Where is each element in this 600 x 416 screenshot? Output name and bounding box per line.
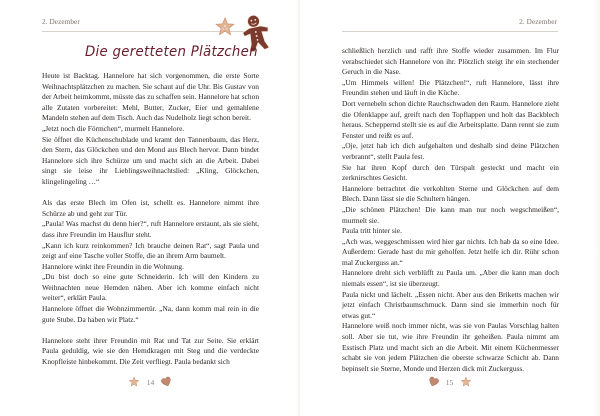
paragraph: „Paula! Was machst du denn hier?“, ruft Hannelore erstaunt, als sie sieht, dass ihre Freundin im Hausflur steht. — [42, 219, 259, 239]
paragraph: Hannelore winkt ihre Freundin in die Wohnung. — [42, 261, 184, 271]
paragraph: „Ach was, weggeschmissen wird hier gar nichts. Ich hab da so eine Idee. Außerdem: Gerade hast du mir geholfen. Jetzt helfe ich dir. Rühr schon mal Zuckerguss an.“ — [342, 236, 559, 267]
star-cookie-icon — [214, 16, 236, 38]
body-text — [42, 71, 259, 368]
paragraph: „Jetzt noch die Förmchen“, murmelt Hannelore. — [42, 123, 185, 133]
heart-cookie-icon — [428, 376, 439, 388]
paragraph: Hannelore öffnet die Wohnzimmertür. „Na, dann komm mal rein in die gute Stube. Da haben wir Platz.“ — [42, 304, 259, 324]
page-number: 14 — [146, 377, 155, 387]
running-head: 2. Dezember — [42, 18, 80, 26]
paragraph: Sie öffnet die Küchenschublade und kramt den Tannenbaum, das Herz, den Stern, das Glöckchen und den Mond aus Blech hervor. Dann bindet Hannelore sich ihre Schürze um und macht sich an die Arbeit. Dabei singt sie leise ihr Lieblingsweihnachtslied: „Kling, Glöckchen, klingelingeling …“ — [42, 134, 259, 186]
paragraph: „Um Himmels willen! Die Plätzchen!“, ruft Hannelore, lässt ihre Freundin stehen und läuft in die Küche. — [342, 77, 559, 98]
heart-cookie-icon — [161, 376, 172, 388]
paragraph: Paula tritt hinter sie. — [342, 226, 402, 236]
page-footer — [420, 376, 480, 388]
page-footer — [120, 376, 180, 388]
header-rule — [342, 31, 558, 32]
paragraph: Dort vernebeln schon dichte Rauchschwaden den Raum. Hannelore zieht die Ofenklappe auf, greift nach den Topflappen und holt das Backblech heraus. Scheppernd stellt sie es auf die Arbeitsplatte. Dann rennt sie zum Fenster und reißt es auf. — [342, 98, 559, 140]
star-cookie-icon — [460, 376, 472, 388]
chapter-title: Die geretteten Plätzchen — [85, 44, 258, 60]
paragraph: „Du bist doch so eine gute Schneiderin. Ich will den Kindern zu Weihnachten neue Hemden nähen. Aber ich komme einfach nicht weiter“, erklärt Paula. — [42, 272, 259, 303]
paragraph: Hannelore betrachtet die verkohlten Sterne und Glöckchen auf dem Blech. Dann lässt sie die Schultern hängen. — [342, 183, 559, 204]
right-page — [300, 0, 600, 416]
paragraph: Paula nickt und lächelt. „Essen nicht. Aber aus den Briketts machen wir jetzt einfach Christbaumschmuck. Dann sind sie immerhin noch für etwas gut.“ — [342, 289, 559, 320]
paragraph: „Die schönen Plätzchen! Die kann man nur noch wegschmeißen“, murmelt sie. — [342, 204, 559, 225]
paragraph: „Kann ich kurz reinkommen? Ich brauche deinen Rat“, sagt Paula und zeigt auf eine Tasche voller Stoffe, die an ihrem Arm baumelt. — [42, 240, 259, 261]
star-cookie-icon — [128, 376, 140, 388]
paragraph: schließlich herzlich und rafft ihre Stoffe wieder zusammen. Im Flur verabschiedet sich Hannelore von ihr. Plötzlich steigt ihr ein stechender Geruch in die Nase. — [342, 46, 559, 77]
paragraph: Heute ist Backtag. Hannelore hat sich vorgenommen, die erste Sorte Weihnachtsplätzchen zu machen. Sie schaut auf die Uhr. Bis Gustav von der Arbeit heimkommt, müsste das zu schaffen sein. Hannelore hat schon alle Zutaten vorbereitet: Mehl, Butter, Zucker, Eier und gemahlene Mandeln stehen auf dem Tisch. Auch das Nudelholz liegt schon bereit. — [42, 71, 260, 123]
paragraph: Sie hat ihren Kopf durch den Türspalt gesteckt und macht ein zerknirschtes Gesicht. — [342, 162, 559, 183]
paragraph: Als das erste Blech im Ofen ist, schellt es. Hannelore nimmt ihre Schürze ab und geht zur Tür. — [42, 198, 259, 218]
body-text — [342, 46, 559, 374]
paragraph: Hannelore dreht sich verblüfft zu Paula um. „Aber die kann man doch niemals essen“, ist sie überzeugt. — [342, 268, 559, 289]
paragraph: Hannelore steht ihrer Freundin mit Rat und Tat zur Seite. Sie erklärt Paula geduldig, wie sie den Hemdkragen mit Steg und die verdeckte Knopfleiste hinbekommt. Die Zeit verfliegt. Paula bedankt sich — [42, 335, 259, 367]
page-number: 15 — [445, 377, 454, 387]
paragraph: „Oje, jetzt hab ich dich aufgehalten und deshalb sind deine Plätzchen verbrannt“, stellt Paula fest. — [342, 141, 559, 161]
paragraph: Hannelore weiß noch immer nicht, was sie von Paulas Vorschlag halten soll. Aber sie tut, wie ihre Freundin ihr geheißen. Paula nimmt am Esstisch Platz und macht sich an die Arbeit. Mit einem Küchenmesser schabt sie von jedem Plätzchen die oberste schwarze Schicht ab. Dann bepinselt sie Sterne, Monde und Herzen dick mit Zuckerguss. — [342, 321, 559, 373]
running-head: 2. Dezember — [519, 18, 557, 26]
page-edge — [594, 0, 600, 416]
